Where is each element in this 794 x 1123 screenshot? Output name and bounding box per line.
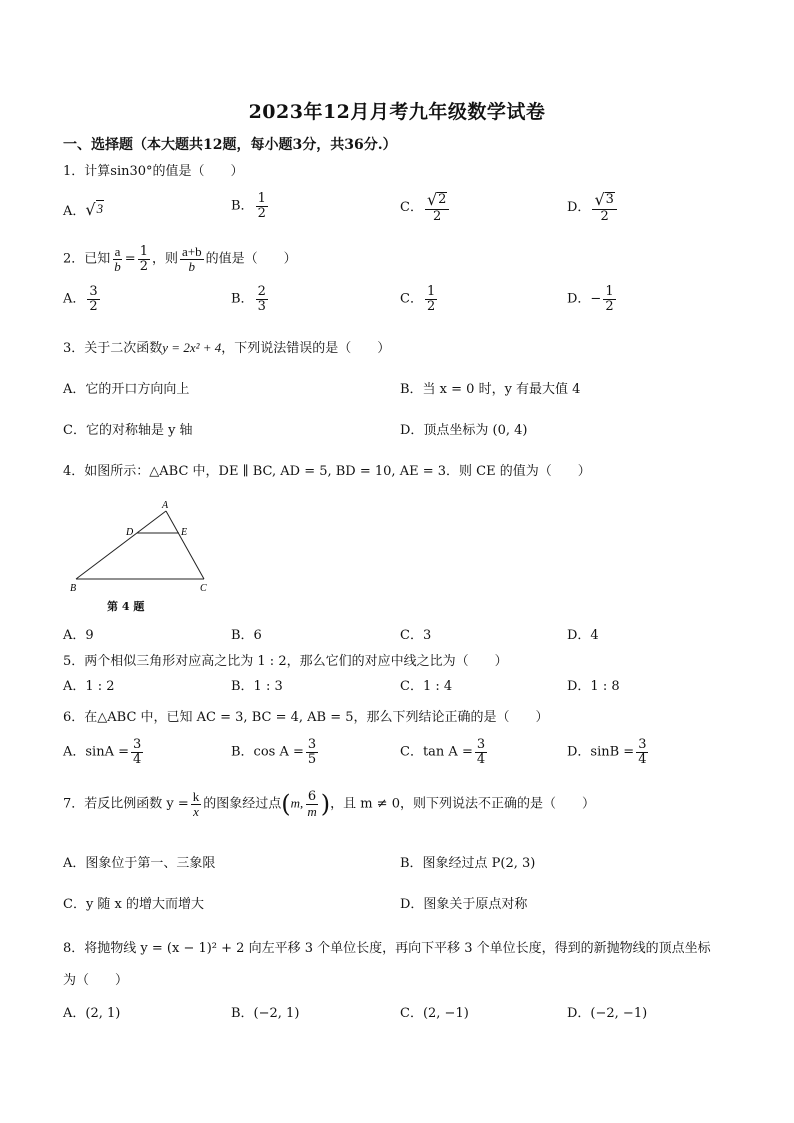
side-ac [166, 511, 204, 579]
sqrt: √ 3 [85, 200, 104, 219]
q2-option-b: B． $\frac{2}{3}$ [231, 284, 266, 314]
q1-option-b: B． $\frac{1}{2}$ [231, 191, 266, 221]
q5-option-c: C．1 : 4 [400, 679, 453, 694]
q4-option-c: C．3 [400, 628, 432, 643]
q5-option-d: D．1 : 8 [567, 679, 620, 694]
q7-option-c: C．y 随 x 的增大而增大 [63, 897, 205, 912]
label-a: A [162, 500, 169, 511]
q1-option-d: D． √ 3 2 [567, 192, 619, 223]
q1-option-c: C． √ 2 2 [400, 192, 451, 223]
q5-option-a: A．1 : 2 [63, 679, 115, 694]
label-c: C [200, 583, 207, 594]
q6-option-b: B．cos A = $\frac{3}{5}$ [231, 737, 317, 767]
page-title: 2023年12月月考九年级数学试卷 [248, 101, 546, 123]
question-2: 2．已知 $\frac{a}{b}$ = $\frac{1}{2}$ ，则 $\frac{a+b}{b}$ 的值是（ ） [63, 244, 297, 274]
q6-option-a: A．sinA = $\frac{3}{4}$ [63, 737, 142, 767]
q7-option-b: B．图象经过点 P(2, 3) [400, 856, 536, 871]
label-b: B [70, 583, 77, 594]
q8-option-c: C．(2, −1) [400, 1006, 469, 1021]
question-6: 6．在△ABC 中，已知 AC = 3, BC = 4, AB = 5，那么下列结论正确的是（ ） [63, 710, 549, 725]
q8-option-d: D．(−2, −1) [567, 1006, 648, 1021]
q4-option-a: A．9 [63, 628, 94, 643]
q2-option-a: A． $\frac{3}{2}$ [63, 284, 98, 314]
side-ab [76, 511, 166, 579]
q4-option-b: B．6 [231, 628, 262, 643]
question-1: 1．计算sin30°的值是（ ） [63, 164, 244, 179]
label-e: E [181, 527, 188, 538]
question-5: 5．两个相似三角形对应高之比为 1 : 2，那么它们的对应中线之比为（ ） [63, 654, 508, 669]
q6-option-d: D．sinB = $\frac{3}{4}$ [567, 737, 647, 767]
q8-option-a: A．(2, 1) [63, 1006, 121, 1021]
q3-option-d: D．顶点坐标为 (0, 4) [400, 423, 528, 438]
figure-caption: 第 4 题 [107, 600, 145, 613]
q2-option-c: C． $\frac{1}{2}$ [400, 284, 436, 314]
triangle-figure [62, 497, 222, 597]
q7-option-d: D．图象关于原点对称 [400, 897, 528, 912]
question-4: 4．如图所示：△ABC 中，DE ∥ BC, AD = 5, BD = 10, AE = 3．则 CE 的值为（ ） [63, 464, 591, 479]
label-d: D [126, 527, 134, 538]
q3-option-c: C．它的对称轴是 y 轴 [63, 423, 193, 438]
question-8-line-2: 为（ ） [63, 973, 129, 988]
q8-option-b: B．(−2, 1) [231, 1006, 300, 1021]
q3-option-a: A．它的开口方向向上 [63, 382, 190, 397]
q5-option-b: B．1 : 3 [231, 679, 283, 694]
q4-option-d: D．4 [567, 628, 599, 643]
section-heading: 一、选择题（本大题共12题，每小题3分，共36分.） [63, 137, 397, 153]
q3-option-b: B．当 x = 0 时，y 有最大值 4 [400, 382, 581, 397]
q2-option-d: D．− $\frac{1}{2}$ [567, 284, 614, 314]
q7-option-a: A．图象位于第一、三象限 [63, 856, 216, 871]
q1-option-a: A． √ 3 [63, 200, 104, 219]
question-7: 7．若反比例函数 y = $\frac{k}{x}$ 的图象经过点(m, $\frac{6}{m}$ )，且 m ≠ 0，则下列说法不正确的是（ ） [63, 789, 595, 819]
question-8-line-1: 8．将抛物线 y = (x − 1)² + 2 向左平移 3 个单位长度，再向下平移 3 个单位长度，得到的新抛物线的顶点坐标 [63, 941, 711, 956]
q6-option-c: C．tan A = $\frac{3}{4}$ [400, 737, 486, 767]
question-3: 3．关于二次函数y = 2x² + 4，下列说法错误的是（ ） [63, 340, 391, 356]
